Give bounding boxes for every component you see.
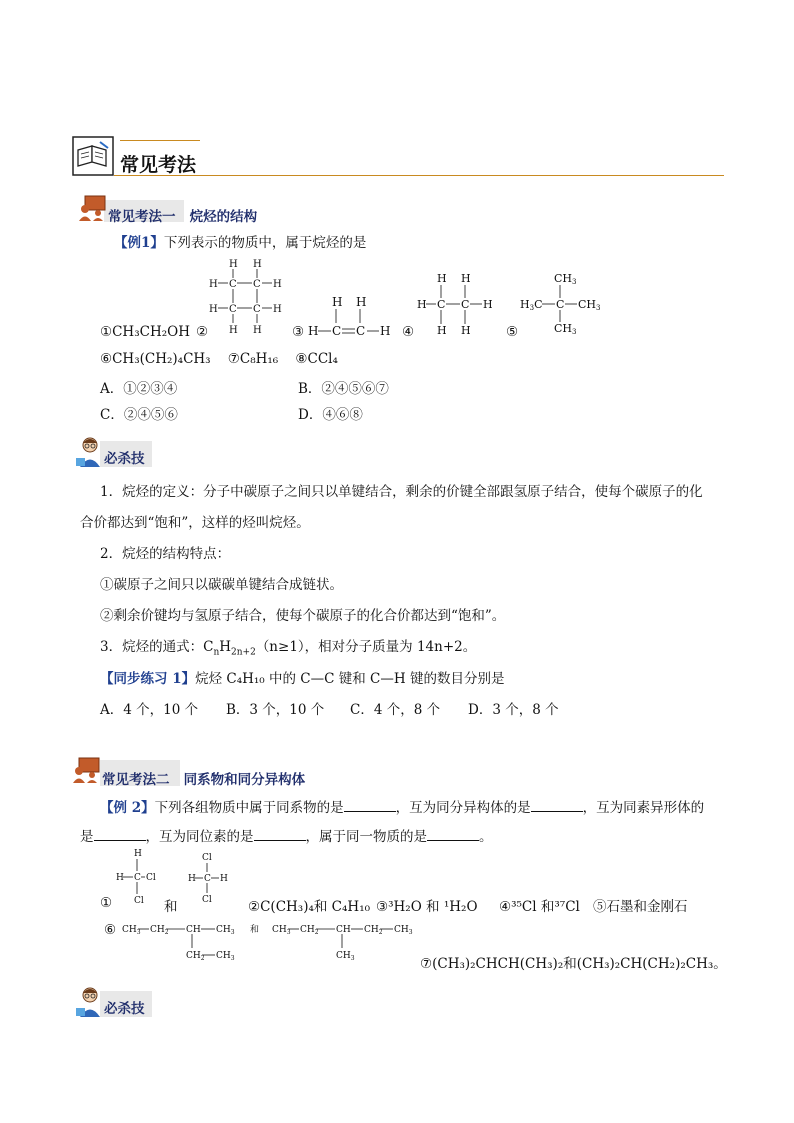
svg-text:C: C <box>332 324 342 338</box>
svg-text:H: H <box>308 324 319 338</box>
svg-text:H: H <box>461 324 471 337</box>
section2-label: 常见考法二 同系物和同分异构体 <box>102 772 306 788</box>
svg-text:CH3: CH3 <box>578 298 601 312</box>
answer-blank-2[interactable] <box>531 799 583 812</box>
svg-text:C: C <box>556 298 565 311</box>
svg-text:H3C: H3C <box>520 298 543 312</box>
option-b[interactable]: B．②④⑤⑥⑦ <box>298 381 389 397</box>
structure-3 <box>306 292 392 338</box>
option-a[interactable]: A．①②③④ <box>100 381 178 397</box>
svg-text:C: C <box>253 304 261 315</box>
svg-text:CH3: CH3 <box>554 322 577 336</box>
example2-item-6: ⑥ <box>104 922 117 938</box>
example1-item-1: ①CH₃CH₂OH <box>100 324 190 340</box>
example1-item-2: ② <box>196 324 209 340</box>
student-icon <box>74 436 102 468</box>
svg-text:Cl: Cl <box>202 853 212 863</box>
structure-ch2cl2-a <box>112 846 160 906</box>
example2-and-1: 和 <box>164 899 178 915</box>
svg-text:CH2: $CH_2$ <box>186 951 205 962</box>
header-rule <box>114 175 724 176</box>
example2-item-2: ②C(CH₃)₄和 C₄H₁₀ <box>248 899 371 915</box>
svg-text:C: C <box>356 324 366 338</box>
header-top-rule <box>120 140 200 141</box>
teacher-icon <box>78 194 108 222</box>
svg-text:CH3: $CH_3$ <box>394 925 413 936</box>
svg-text:C: C <box>461 298 470 311</box>
svg-text:CH2: $CH_2$ <box>300 925 319 936</box>
svg-text:H: H <box>332 295 343 309</box>
example2-tag: 【例 2】 <box>100 800 155 816</box>
example1-item-8: ⑧CCl₄ <box>295 351 338 367</box>
skill1-p5: 3．烷烃的通式：$C_nH_{2n+2}(n\ge 1)$，相对分子质量为 14n+2。 <box>100 639 477 658</box>
example2-item-3: ③³H₂O 和 ¹H₂O <box>376 899 478 915</box>
svg-text:H: H <box>253 259 262 270</box>
example2-line1: 【例 2】下列各组物质中属于同系物的是 ，互为同分异构体的是 ，互为同素异形体的 <box>100 800 705 816</box>
svg-text:H: H <box>134 849 142 859</box>
example1-item-6: ⑥CH₃(CH₂)₄CH₃ <box>100 351 211 367</box>
svg-text:H: H <box>209 279 218 290</box>
example2-item-7: ⑦(CH₃)₂CHCH(CH₃)₂和(CH₃)₂CH(CH₂)₂CH₃。 <box>420 956 727 972</box>
structure-ch2cl2-b <box>186 846 234 906</box>
example1-items-row2 <box>100 351 338 367</box>
svg-text:Cl: Cl <box>134 896 144 906</box>
svg-text:H: H <box>229 325 238 336</box>
svg-text:C: C <box>134 873 141 883</box>
svg-text:CH3: $CH_3$ <box>336 951 355 962</box>
header-book-icon <box>72 136 114 176</box>
practice1-tag: 【同步练习 1】 <box>100 671 196 687</box>
example2-item-1: ① <box>100 895 113 911</box>
skill2-title: 必杀技 <box>104 1001 145 1017</box>
structure-5 <box>520 270 604 336</box>
practice1-option-d[interactable]: D．3 个，8 个 <box>468 702 559 718</box>
svg-text:H: H <box>437 272 447 285</box>
example1-item-4: ④ <box>402 324 415 340</box>
section1-topic: 烷烃的结构 <box>189 209 258 225</box>
svg-text:H: H <box>483 298 493 311</box>
student-icon-2 <box>74 986 102 1018</box>
svg-text:H: H <box>417 298 427 311</box>
structure-6 <box>120 918 420 962</box>
svg-text:C: C <box>229 279 237 290</box>
example2-item-4: ④³⁵Cl 和³⁷Cl <box>499 899 580 915</box>
answer-blank-3[interactable] <box>94 828 146 841</box>
svg-text:和: 和 <box>250 925 260 935</box>
answer-blank-5[interactable] <box>427 828 479 841</box>
example1-item-7: ⑦C₈H₁₆ <box>227 351 279 367</box>
svg-text:H: H <box>229 259 238 270</box>
skill1-title: 必杀技 <box>104 451 145 467</box>
svg-text:C: C <box>253 279 261 290</box>
svg-text:H: H <box>273 279 282 290</box>
practice1-option-b[interactable]: B．3 个，10 个 <box>226 702 325 718</box>
svg-text:H: H <box>209 304 218 315</box>
skill1-p1b: 合价都达到“饱和”，这样的烃叫烷烃。 <box>80 515 310 531</box>
example2-line2: 是 ，互为同位素的是 ，属于同一物质的是 。 <box>80 829 493 845</box>
practice1-option-a[interactable]: A．4 个，10 个 <box>100 702 199 718</box>
skill1-p1a: 1．烷烃的定义：分子中碳原子之间只以单键结合，剩余的价键全部跟氢原子结合，使每个碳原子的化 <box>100 484 703 500</box>
answer-blank-1[interactable] <box>344 799 396 812</box>
example1-question: 【例1】下列表示的物质中，属于烷烃的是 <box>114 235 367 251</box>
example1-item-3: ③ <box>292 324 305 340</box>
svg-text:H: H <box>116 873 124 883</box>
page-title: 常见考法 <box>120 154 197 176</box>
svg-text:CH3: $CH_3$ <box>272 925 291 936</box>
answer-blank-4[interactable] <box>254 828 306 841</box>
svg-text:CH3: $CH_3$ <box>122 925 141 936</box>
example2-item-5: ⑤石墨和金刚石 <box>593 899 688 915</box>
svg-text:H: H <box>437 324 447 337</box>
svg-text:Cl: Cl <box>146 873 156 883</box>
svg-text:CH3: $CH_3$ <box>216 925 235 936</box>
svg-text:H: H <box>461 272 471 285</box>
example1-item-5: ⑤ <box>506 324 519 340</box>
svg-text:C: C <box>204 874 211 884</box>
teacher-icon-2 <box>72 756 102 784</box>
svg-text:CH2: $CH_2$ <box>150 925 169 936</box>
section1-label: 常见考法一 烷烃的结构 <box>108 209 258 225</box>
section2-topic: 同系物和同分异构体 <box>183 772 306 788</box>
option-d[interactable]: D．④⑥⑧ <box>298 407 363 423</box>
svg-text:H: H <box>253 325 262 336</box>
svg-text:H: H <box>188 874 196 884</box>
structure-2 <box>205 255 285 337</box>
svg-text:CH: CH <box>186 925 201 935</box>
example1-tag: 【例1】 <box>114 235 164 251</box>
svg-text:H: H <box>356 295 367 309</box>
svg-text:CH3: CH3 <box>554 272 577 286</box>
svg-text:Cl: Cl <box>202 895 212 905</box>
svg-text:H: H <box>220 874 228 884</box>
svg-text:H: H <box>380 324 391 338</box>
practice1-question: 【同步练习 1】烷烃 C₄H₁₀ 中的 C—C 键和 C—H 键的数目分别是 <box>100 671 505 687</box>
svg-text:C: C <box>229 304 237 315</box>
structure-4 <box>415 270 495 338</box>
skill1-p2: 2．烷烃的结构特点： <box>100 546 231 562</box>
skill1-p3: ①碳原子之间只以碳碳单键结合成链状。 <box>100 577 343 593</box>
svg-text:C: C <box>437 298 446 311</box>
svg-text:CH3: $CH_3$ <box>216 951 235 962</box>
skill1-p4: ②剩余价键均与氢原子结合，使每个碳原子的化合价都达到“饱和”。 <box>100 608 506 624</box>
practice1-option-c[interactable]: C．4 个，8 个 <box>350 702 441 718</box>
svg-text:CH2: $CH_2$ <box>364 925 383 936</box>
svg-text:CH: CH <box>336 925 351 935</box>
option-c[interactable]: C．②④⑤⑥ <box>100 407 178 423</box>
svg-text:H: H <box>273 304 282 315</box>
